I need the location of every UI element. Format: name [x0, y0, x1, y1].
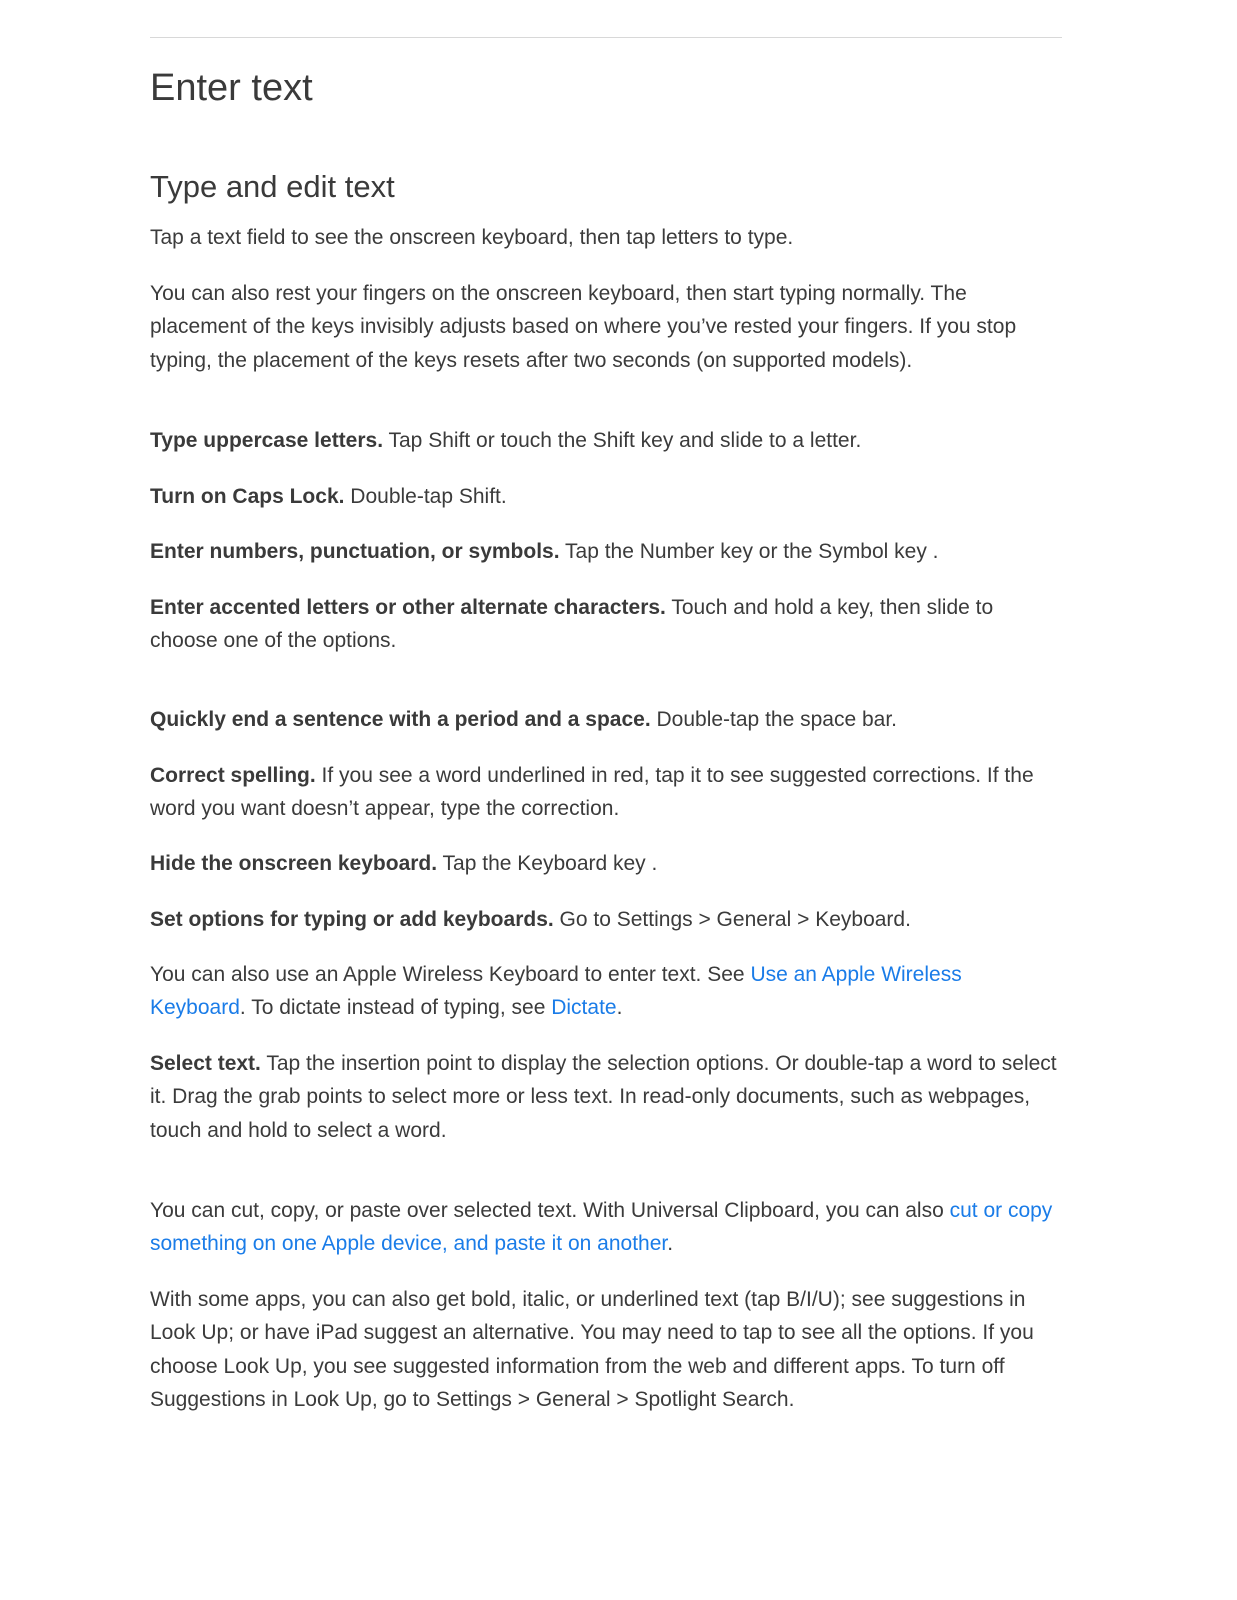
tip-numbers-text: Tap the Number key or the Symbol key .: [559, 540, 939, 563]
tip-hide-keyboard-text: Tap the Keyboard key .: [437, 852, 658, 875]
page-title: Enter text: [150, 67, 313, 109]
tip-period-lead: Quickly end a sentence with a period and a space.: [150, 708, 651, 731]
wireless-text-middle: . To dictate instead of typing, see: [239, 996, 552, 1020]
paragraph-wireless-keyboard: [150, 958, 1062, 1025]
tip-caps-lock-text: Double-tap Shift.: [344, 485, 507, 508]
tip-select-text-text: Tap the insertion point to display the selection options. Or double-tap a word to select it. Drag the grab points to select more or less text. In read-only documents, such as webpages, touch and hold to select a word.: [150, 1052, 1057, 1142]
wireless-text-after: .: [616, 996, 623, 1020]
paragraph-rest-fingers: You can also rest your fingers on the onscreen keyboard, then start typing normally. The placement of the keys invisibly adjusts based on where you’ve rested your fingers. If you stop typing, the placement of the keys resets after two seconds (on supported models).: [150, 282, 1017, 372]
wireless-text-before: You can also use an Apple Wireless Keyboard to enter text. See: [150, 963, 751, 986]
tip-uppercase: [150, 424, 1062, 457]
tip-numbers-lead: Enter numbers, punctuation, or symbols.: [150, 540, 560, 563]
top-divider: [150, 37, 1062, 38]
tip-keyboard-options-text: Go to Settings > General > Keyboard.: [553, 908, 911, 931]
tip-accented: [150, 591, 1062, 658]
tip-accented-text: Touch and hold a key, then slide to choose one of the options.: [150, 596, 994, 653]
clipboard-text-after: .: [667, 1232, 674, 1256]
tip-keyboard-options: [150, 903, 1062, 936]
tip-spelling-lead: Correct spelling.: [150, 764, 316, 787]
tip-select-text-lead: Select text.: [150, 1052, 261, 1075]
tip-hide-keyboard-lead: Hide the onscreen keyboard.: [150, 852, 438, 875]
tip-uppercase-lead: Type uppercase letters.: [150, 429, 384, 452]
paragraph-tap-text-field: Tap a text field to see the onscreen keyboard, then tap letters to type.: [150, 226, 794, 249]
clipboard-text-before: You can cut, copy, or paste over selected text. With Universal Clipboard, you can also: [150, 1199, 950, 1222]
tip-period-text: Double-tap the space bar.: [650, 708, 898, 731]
tip-caps-lock-lead: Turn on Caps Lock.: [150, 485, 345, 508]
link-apple-wireless-keyboard[interactable]: Use an Apple Wireless Keyboard: [150, 963, 962, 1020]
section-title: Type and edit text: [150, 169, 395, 204]
paragraph-some-apps: With some apps, you can also get bold, italic, or underlined text (tap B/I/U); see suggestions in Look Up; or have iPad suggest an alternative. You may need to tap to see all the options. If you choose Look Up, you see suggested information from the web and different apps. To turn off Suggestions in Look Up, go to Settings > General > Spotlight Search.: [150, 1288, 1034, 1411]
tip-uppercase-text: Tap Shift or touch the Shift key and slide to a letter.: [383, 429, 862, 452]
tip-hide-keyboard: [150, 847, 1062, 880]
link-universal-clipboard[interactable]: cut or copy something on one Apple device, and paste it on another: [150, 1199, 1053, 1256]
paragraph-clipboard: [150, 1194, 1062, 1261]
tip-keyboard-options-lead: Set options for typing or add keyboards.: [150, 908, 554, 931]
tip-accented-lead: Enter accented letters or other alternate characters.: [150, 596, 666, 619]
tip-spelling-text: If you see a word underlined in red, tap it to see suggested corrections. If the word you want doesn’t appear, type the correction.: [150, 764, 1034, 821]
tip-numbers: [150, 535, 1062, 568]
tip-select-text: [150, 1047, 1062, 1147]
link-dictate[interactable]: Dictate: [551, 996, 617, 1020]
tip-caps-lock: [150, 480, 1062, 513]
tip-spelling: [150, 759, 1062, 826]
tip-period: [150, 703, 1062, 736]
